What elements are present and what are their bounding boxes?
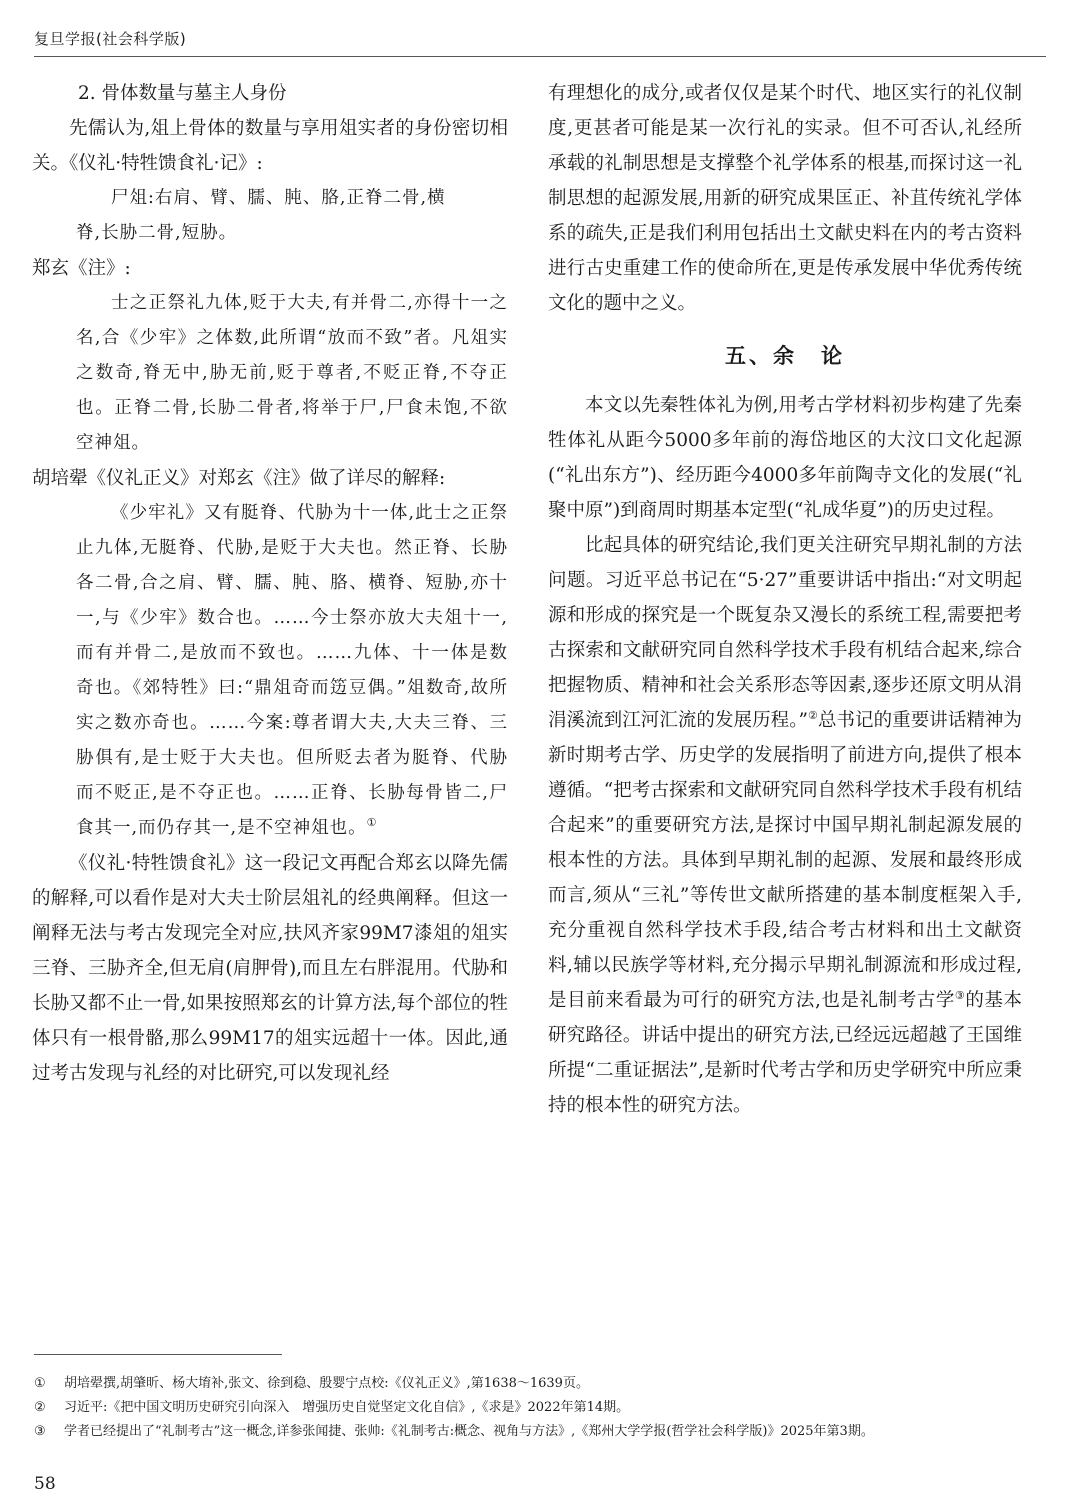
footnote-item bbox=[34, 1420, 1046, 1444]
paragraph-4-part-a: 比起具体的研究结论,我们更关注研究早期礼制的方法问题。习近平总书记在“5·27”重要讲话中指出:“对文明起源和形成的探究是一个既复杂又漫长的系统工程,需要把考古探索和文献研究同自然科学技术手段有机结合起来,综合把握物质、精神和社会关系形态等因素,逐步还原文明从涓涓溪流到江河汇流的发展历程。” bbox=[548, 535, 1022, 731]
footnote-text: 学者已经提出了“礼制考古”这一概念,详参张闻捷、张帅:《礼制考古:概念、视角与方法》,《郑州大学学报(哲学社会科学版)》2025年第3期。 bbox=[64, 1424, 874, 1439]
header-rule bbox=[34, 56, 1046, 57]
footnote-mark: ③ bbox=[34, 1424, 46, 1439]
paragraph-4-part-c: 的基本研究路径。讲话中提出的研究方法,已经远远超越了王国维所提“二重证据法”,是新时代考古学和历史学研究中所应秉持的根本性的研究方法。 bbox=[548, 990, 1022, 1116]
page-number: 58 bbox=[34, 1474, 56, 1494]
paragraph-4-part-b: 总书记的重要讲话精神为新时期考古学、历史学的发展指明了前进方向,提供了根本遵循。“把考古探索和文献研究同自然科学技术手段有机结合起来”的重要研究方法,是探讨中国早期礼制起源发展的根本性的方法。具体到早期礼制的起源、发展和最终形成而言,须从“三礼”等传世文献所搭建的基本制度框架入手,充分重视自然科学技术手段,结合考古材料和出土文献资料,辅以民族学等材料,充分揭示早期礼制源流和形成过程,是目前来看最为可行的研究方法,也是礼制考古学 bbox=[548, 710, 1022, 1011]
footnote-mark: ① bbox=[34, 1376, 46, 1391]
quote-1-line-1: 尸俎:右肩、臂、臑、肫、胳,正脊二骨,横 bbox=[111, 188, 446, 208]
paragraph-3: 本文以先秦牲体礼为例,用考古学材料初步构建了先秦牲体礼从距今5000多年前的海岱地区的大汶口文化起源(“礼出东方”)、经历距今4000多年前陶寺文化的发展(“礼聚中原”)到商周时期基本定型(“礼成华夏”)的历史过程。 bbox=[548, 395, 1022, 521]
paragraph-1: 先儒认为,俎上骨体的数量与享用俎实者的身份密切相关。《仪礼·特牲馈食礼·记》: bbox=[32, 118, 508, 174]
footnote-item bbox=[34, 1372, 1046, 1396]
footnote-text: 胡培翚撰,胡肇昕、杨大堉补,张文、徐到稳、殷婴宁点校:《仪礼正义》,第1638～1639页。 bbox=[64, 1376, 589, 1391]
zheng-intro: 郑玄《注》: bbox=[32, 258, 131, 279]
footnote-mark: ② bbox=[34, 1400, 46, 1415]
quote-3-text: 《少牢礼》又有脡脊、代胁为十一体,此士之正祭止九体,无脡脊、代胁,是贬于大夫也。然正脊、长胁各二骨,合之肩、臂、臑、肫、胳、横脊、短胁,亦十一,与《少牢》数合也。……今士祭亦放大夫俎十一,而有并骨二,是放而不致也。……九体、十一体是数奇也。《郊特牲》曰:“鼎俎奇而笾豆偶。”俎数奇,故所实之数亦奇也。……今案:尊者谓大夫,大夫三脊、三胁俱有,是士贬于大夫也。但所贬去者为脡脊、代胁而不贬正,是不夺正也。……正脊、长胁每骨皆二,尸食其一,而仍存其一,是不空神俎也。 bbox=[76, 503, 508, 838]
footnotes bbox=[34, 1372, 1046, 1444]
section-title: 五、余 论 bbox=[725, 344, 845, 368]
right-column bbox=[548, 76, 1022, 1123]
paragraph-4 bbox=[548, 528, 1022, 1123]
footnote-ref-1[interactable]: ① bbox=[366, 816, 378, 830]
subheading: 2. 骨体数量与墓主人身份 bbox=[78, 83, 287, 104]
quote-1-line-2: 脊,长胁二骨,短胁。 bbox=[76, 223, 238, 243]
footnote-ref-2[interactable]: ② bbox=[807, 708, 818, 722]
paragraph-2: 《仪礼·特牲馈食礼》这一段记文再配合郑玄以降先儒的解释,可以看作是对大夫士阶层俎礼的经典阐释。但这一阐释无法与考古发现完全对应,扶风齐家99M7漆俎的俎实三脊、三胁齐全,但无肩(肩胛骨),而且左右胖混用。代胁和长胁又都不止一骨,如果按照郑玄的计算方法,每个部位的牲体只有一根骨骼,那么99M17的俎实远超十一体。因此,通过考古发现与礼经的对比研究,可以发现礼经 bbox=[32, 853, 508, 1084]
paragraph-continued: 有理想化的成分,或者仅仅是某个时代、地区实行的礼仪制度,更甚者可能是某一次行礼的实录。但不可否认,礼经所承载的礼制思想是支撑整个礼学体系的根基,而探讨这一礼制思想的起源发展,用新的研究成果匡正、补苴传统礼学体系的疏失,正是我们利用包括出土文献史料在内的考古资料进行古史重建工作的使命所在,更是传承发展中华优秀传统文化的题中之义。 bbox=[548, 83, 1022, 314]
quote-2: 士之正祭礼九体,贬于大夫,有并骨二,亦得十一之名,合《少牢》之体数,此所谓“放而不致”者。凡俎实之数奇,脊无中,胁无前,贬于尊者,不贬正脊,不夺正也。正脊二骨,长胁二骨者,将举于尸,尸食未饱,不欲空神俎。 bbox=[76, 293, 508, 453]
footnote-text: 习近平:《把中国文明历史研究引向深入 增强历史自觉坚定文化自信》,《求是》2022年第14期。 bbox=[64, 1400, 630, 1415]
left-column bbox=[32, 76, 508, 1091]
quote-3 bbox=[76, 496, 508, 846]
journal-header: 复旦学报(社会科学版) bbox=[34, 30, 187, 48]
footnote-ref-3[interactable]: ③ bbox=[954, 988, 966, 1002]
footnote-rule bbox=[34, 1354, 282, 1355]
hu-intro: 胡培翚《仪礼正义》对郑玄《注》做了详尽的解释: bbox=[32, 468, 446, 489]
footnote-item bbox=[34, 1396, 1046, 1420]
